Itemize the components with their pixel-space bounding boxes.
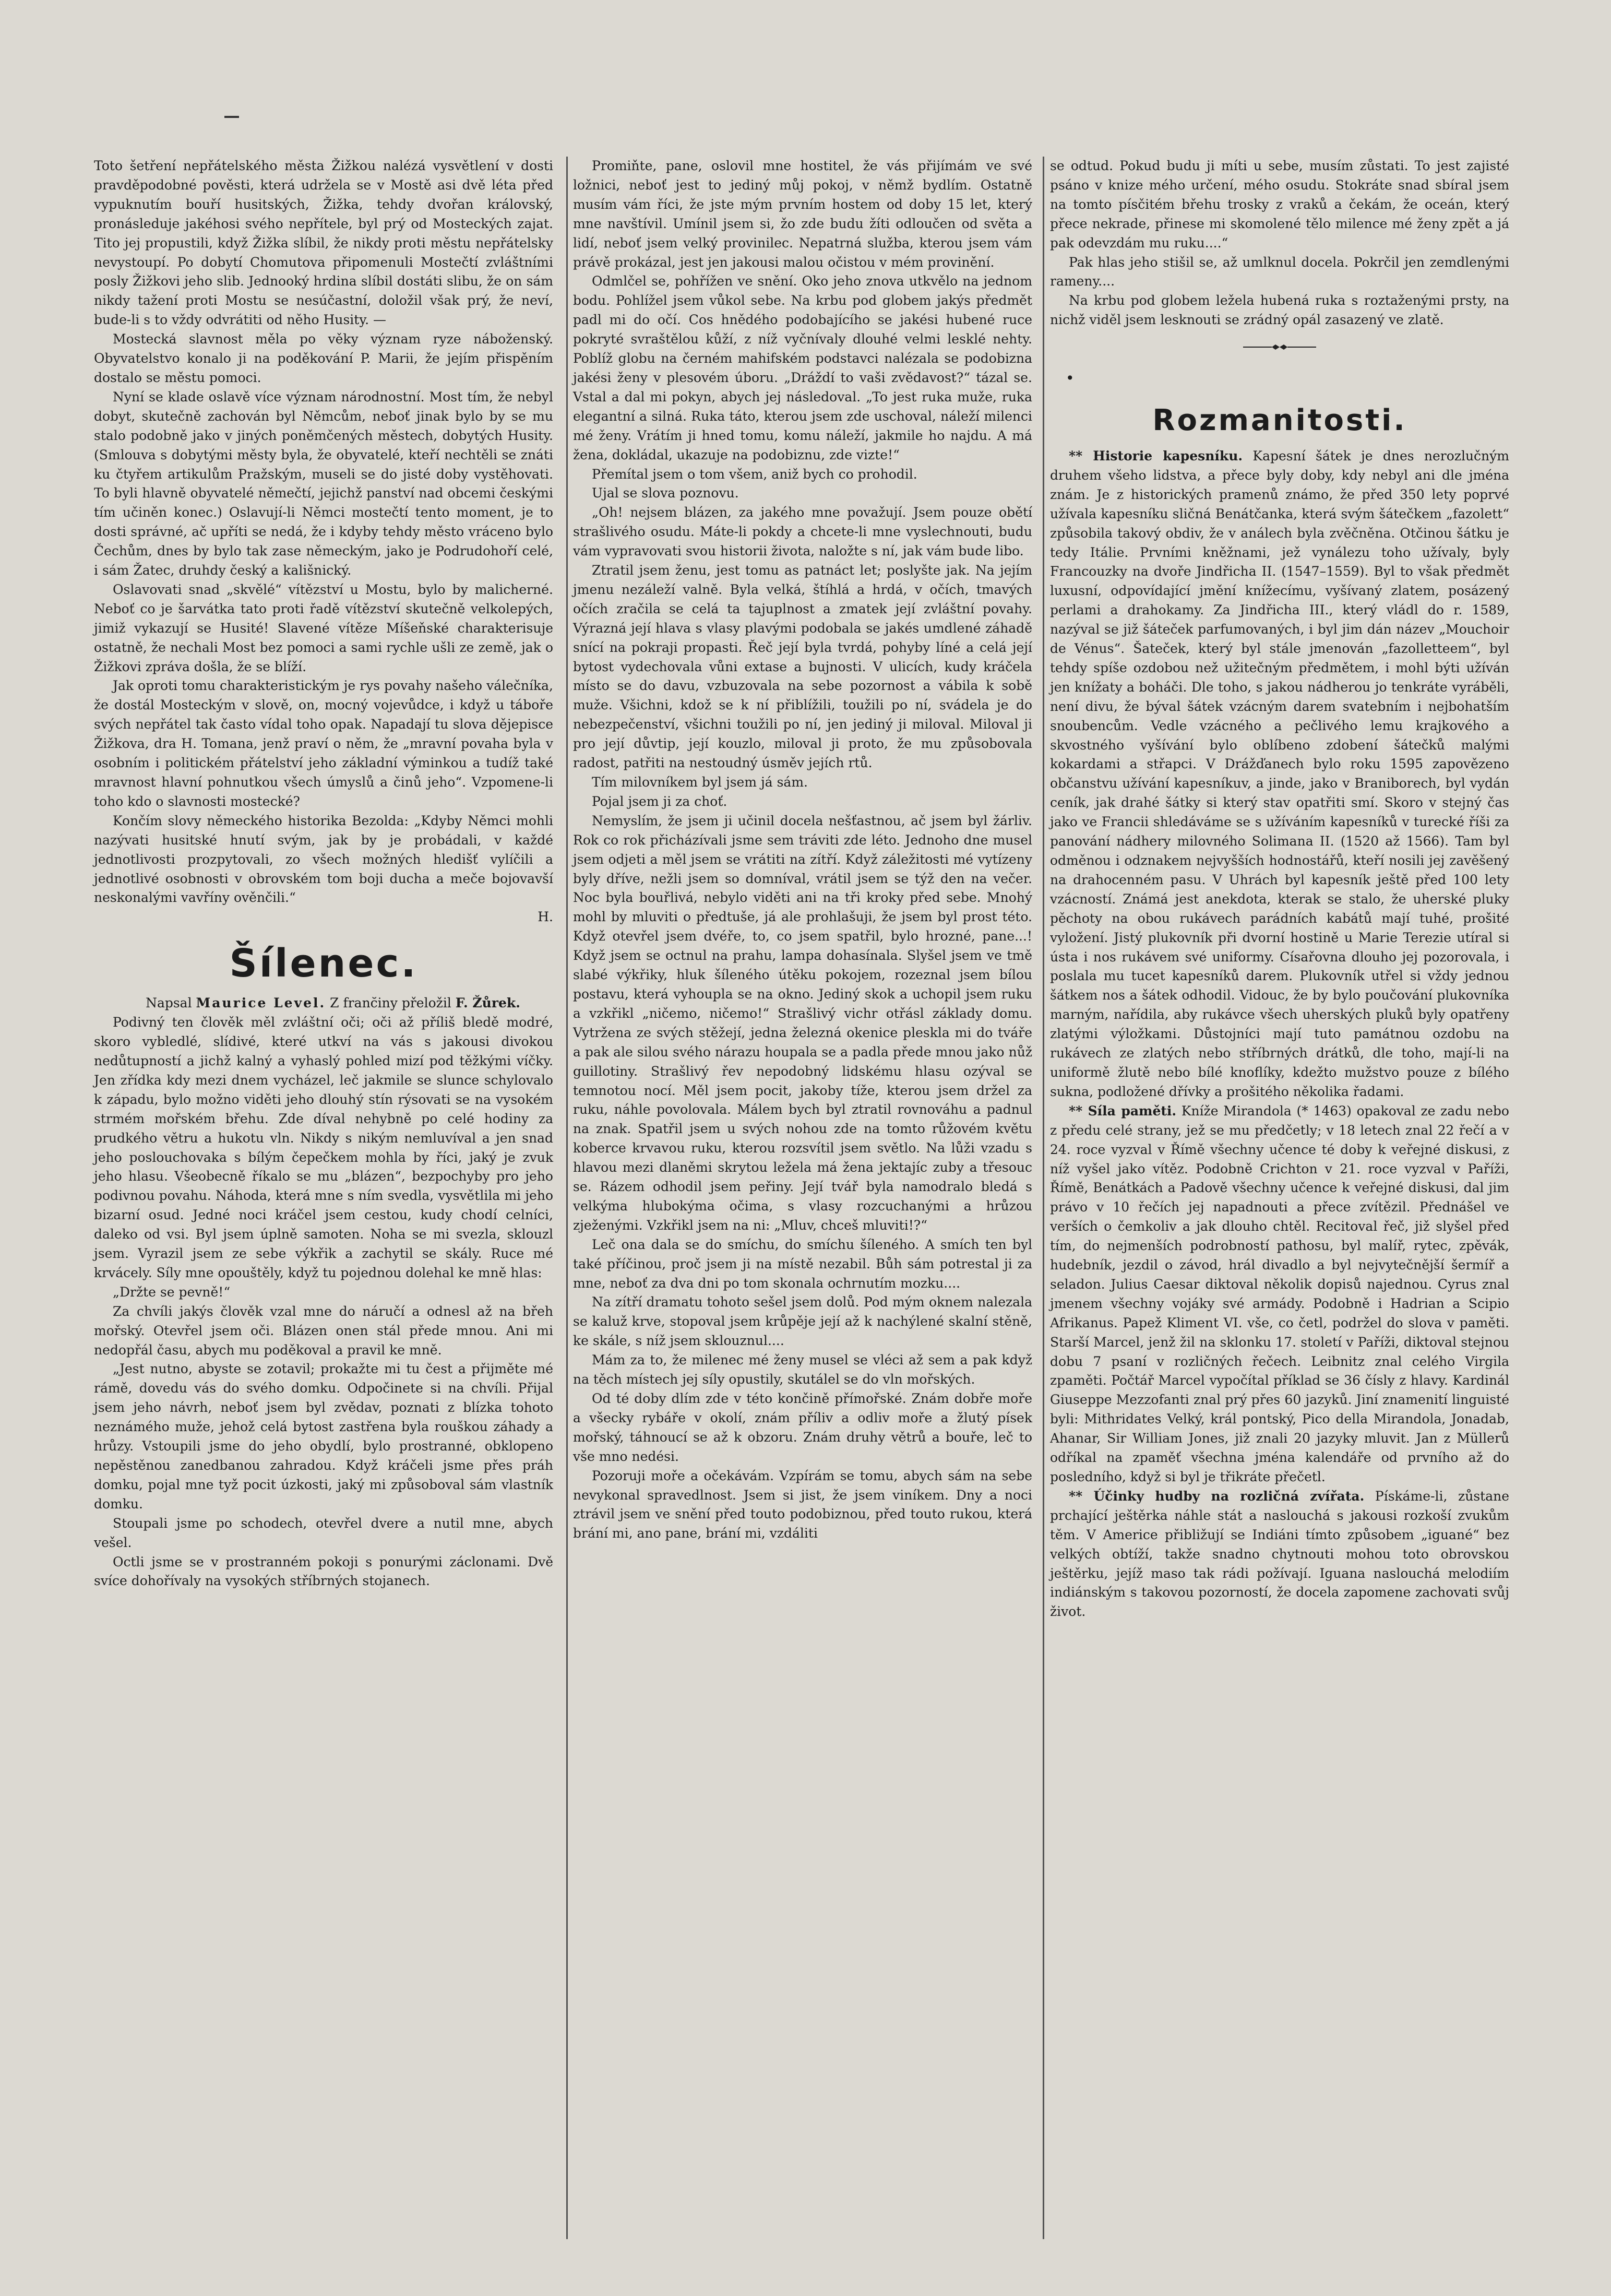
item-text: Kapesní šátek je dnes nerozlučným druhem všeho lidstva, a přece byly doby, kdy nebyl ani dle jména znám. Je z historických pramenů známo, že před 350 lety poprvé užívala kapesníku sličná Benátčanka, která svým šátečkem „fazolett“ způsobila takový obdiv, že v análech byla zvěčněna. Otčinou šátku je tedy Itálie. Prvními kněžnami, jež vynálezu toho užívaly, byly Francouzky na dvoře Jindřicha II. (1547–1559). Byl to však předmět luxusní, odpovídající jmění knížecímu, vyšívaný zlatem, posázený perlami a drahokamy. Za Jindřicha III., který vládl do r. 1589, nazýval se již šáteček parfumovaných, i byl jim dán název „Mouchoir de Vénus“. Šateček, který byl stále jmenován „fazolletteem“, byl tehdy spíše ozdobou než užitečným předmětem, i mohl býti užíván jen knížaty a boháči. Dle toho, s jakou nádherou jo tenkráte vyráběli, není divu, že býval šátek vzácným darem svatebním i nejbohatším snoubencům. Vedle vzácného a pečlivého lemu krajkového a skvostného vyšívání bylo oblíbeno zdobení šátečků malými kokardami a střapci. V Drážďanech bylo roku 1595 zapovězeno občanstvu užívání kapesníkuv, a jinde, jako v Braniborech, byl vydán ceník, jak drahé šátky si který stav opatřiti smí. Skoro v stejný čas jako ve Francii shledáváme se s užíváním kapesníků v turecké říši za panování nádhery milovného Solimana II. (1520 až 1566). Tam byl odměnou i odznakem nejvyšších hodnostářů, kteří nosili jej zavěšený na drahocenném pasu. V Uhrách byl kapesník ještě před 100 lety vzácností. Známá jest anekdota, kterak se stalo, že uherské pluky pěchoty na obou rukávech parádních kabátů mají tuhé, prošité vyložení. Jistý plukovník při dvorní hostině u Marie Terezie utíral si ústa i nos rukávem své uniformy. Císařovna dlouho jej pozorovala, i poslala mu tucet kapesníků darem. Plukovník utřel si vždy jednou šátkem nos a šátek odhodil. Vidouc, že by bylo poučování plukovníka marným, nařídila, aby rukávce všech uherských pluků byly opatřeny zlatými výložkami. Důstojníci mají tuto památnou ozdobu na rukávech ze zlatých nebo stříbrných drátků, dle toho, mají-li na uniformě žlutě nebo bílé knoflíky, kdežto mužstvo pouze z bílého sukna, podložené dřívky a prošitého několika řadami. [1050, 448, 1509, 1099]
paragraph: Mostecká slavnost měla po věky význam ryze náboženský. Obyvatelstvo konalo ji na poděkování P. Marii, že jejím přispěním dostalo se městu pomoci. [94, 331, 553, 385]
paragraph: Pojal jsem ji za choť. [592, 793, 727, 809]
paragraph: Pak hlas jeho stišil se, až umlknul docela. Pokrčil jen zemdlenými rameny.... [1050, 254, 1509, 289]
paragraph: Nyní se klade oslavě více význam národnostní. Most tím, že nebyl dobyt, skutečně zachován byl Němcům, neboť jinak bylo by se mu stalo podobně jako v jiných poněmčených městech, dobytých Husity. (Smlouva s dobytými městy byla, že obyvatelé, kteří nechtěli se znáti ku čtyřem artikulům Pražským, museli se do jisté doby vystěhovati. To byli hlavně obyvatelé němečtí, jejichž panství nad obcemi českými tím učiněn konec.) Oslavují-li Němci mostečtí tento moment, je to dosti správné, ač upříti se nedá, že i kdyby tehdy město vráceno bylo Čechům, dnes by bylo tak zase německým, jako je Podrudohoří celé, i sám Žatec, druhdy český a kališnický. [94, 389, 553, 578]
column-right [1050, 157, 1509, 1622]
ornament-icon [1243, 343, 1316, 351]
story-title: Šílenec. [229, 941, 418, 986]
paragraph: „Jest nutno, abyste se zotavil; prokažte mi tu čest a přijměte mé rámě, dovedu vás do svého domku. Odpočinete si na chvíli. Přijal jsem jeho návrh, neboť jsem byl zvědav, poznati z blízka tohoto neznámého muže, jehož celá bytost zastřena byla rouškou záhady a hrůzy. Vstoupili jsme do jeho obydlí, bylo prostranné, obklopeno nepěstěnou zanedbanou zahradou. Když kráčeli jsme přes práh domku, pojal mne tyž pocit úzkosti, jaký mi způsoboval sám vlastník domku. [94, 1361, 553, 1512]
paragraph: Od té doby dlím zde v této končině přímořské. Znám dobře moře a všecky rybáře v okolí, znám příliv a odliv moře a žlutý písek mořský, táhnoucí se až k obzoru. Znám druhy větrů a bouře, leč to vše mno nedési. [573, 1391, 1032, 1464]
paragraph: Ztratil jsem ženu, jest tomu as patnáct let; poslyšte jak. Na jejím jmenu nezáleží valně. Byla velká, štíhlá a hrdá, v očích, tmavých očích zračila se celá ta tajuplnost a zmatek její zvláštní povahy. Výrazná její hlava s vlasy plavými podobala se jakés umdlené záhadě snící na pokraji propasti. Řeč její byla tvrdá, pohyby líné a celá její bytost vydechovala vůni extase a bujnosti. V ulicích, kudy kráčela místo se do davu, vzbuzovala na sebe pozornost a vábila k sobě muže. Všichni, kdož se k ní přiblížili, toužili po ní, svádela je do nebezpečenství, všichni toužili po ní, jen jediný ji miloval. Miloval ji pro její důvtip, její kouzlo, miloval ji proto, že mu způsobovala radost, patřiti na nestoudný úsměv jejích rtů. [573, 563, 1032, 771]
paragraph: Promiňte, pane, oslovil mne hostitel, že vás přijímám ve své ložnici, neboť jest to jediný můj pokoj, v němž bydlím. Ostatně musím vám říci, že jste mým prvním hostem od doby 15 let, který mne navštívil. Umínil jsem si, žo zde budu žíti odloučen od světa a lidí, neboť jsem velký provinilec. Nepatrná služba, kterou jsem vám právě prokázal, jest jen jakousi malou očistou v mém provinění. [573, 158, 1032, 270]
bullet-dot: • [1066, 370, 1075, 387]
paragraph: Stoupali jsme po schodech, otevřel dvere a nutil mne, abych vešel. [94, 1515, 553, 1550]
paragraph: Na zítří dramatu tohoto sešel jsem dolů. Pod mým oknem nalezala se kaluž krve, stopoval jsem krůpěje její až k nachýlené skalní stěně, ke skále, s níž jsem sklouznul.... [573, 1294, 1032, 1349]
item-heading: ** Síla paměti. [1069, 1103, 1177, 1119]
item-text: Pískáme-li, zůstane prchající ještěrka náhle stát a naslouchá s jakousi rozkoší zvukům těm. V Americe přibližují se Indiáni tímto způsobem „iguané“ bez velkých obtíží, takže snadno chytnouti mohou toto obrovskou ještěrku, jejíž maso tak rádi požívají. Iguana naslouchá melodiím indiánským s takovou pozorností, že docela zapomene zachovati svůj život. [1050, 1488, 1510, 1620]
paragraph: Za chvíli jakýs člověk vzal mne do náručí a odnesl až na břeh mořský. Otevřel jsem oči. Blázen onen stál přede mnou. Ani mi nedopřál času, abych mu poděkoval a pravil ke mně. [94, 1303, 553, 1358]
paragraph [1050, 1487, 1509, 1622]
paragraph: se odtud. Pokud budu ji míti u sebe, musím zůstati. To jest zajisté psáno v knize mého určení, mého osudu. Stokráte snad sbíral jsem na tomto písčitém břehu trosky z vraků a čekám, že oceán, který přece nekrade, přinese mi skomolené tělo milence mé ženy zpět a já pak odevzdám mu ruku....“ [1050, 158, 1509, 251]
byline-prefix: Napsal [146, 995, 192, 1011]
ornament-divider [1050, 337, 1509, 356]
paragraph: Na krbu pod globem ležela hubená ruka s roztaženými prsty, na nichž viděl jsem lesknouti se zrádný opál zasazený ve zlatě. [1050, 293, 1509, 328]
paragraph: „Držte se pevně!“ [113, 1284, 231, 1300]
paragraph: Toto šetření nepřátelského města Žižkou nalézá vysvětlení v dosti pravděpodobné pověsti, která udržela se v Mostě asi dvě léta před vypuknutím bouří husitských, Žižka, tehdy dvořan královský, pronásleduje jakéhosi svého nepřítele, byl prý od Mosteckých zajat. Tito jej propustili, když Žižka slíbil, že nikdy proti městu nepřátelsky nevystoupí. Po dobytí Chomutova připomenuli Mostečtí zvláštními posly Žižkovi jeho slib. Jednooký hrdina slíbil dostáti slibu, že on sám nikdy tažení proti Mostu se nesúčastní, doložil však prý, že neví, bude-li s to vždy odvrátiti od něho Husity. — [94, 158, 553, 328]
paragraph: Oslavovati snad „skvělé“ vítězství u Mostu, bylo by malicherné. Neboť co je šarvátka tato proti řadě vítězství skutečně velkolepých, jimiž vykazují se Husité! Slavené vítěze Míšeňské charakterisuje ostatně, že nechali Most bez pomoci a sami rychle ušli ze země, jak o Žižkovi zpráva došla, že se blíží. [94, 581, 553, 674]
paragraph [1050, 447, 1509, 1102]
signature: H. [538, 909, 553, 925]
byline-translator: F. Žůrek. [455, 995, 520, 1011]
paragraph: Pozoruji moře a očekávám. Vzpírám se tomu, abych sám na sebe nevykonal spravedlnost. Jsem si jist, že jsem viníkem. Dny a noci ztrávil jsem ve snění před touto podobiznou, před touto rukou, která brání mi, ano pane, brání mi, vzdáliti [573, 1468, 1032, 1541]
column-middle [573, 157, 1032, 1543]
paragraph: Odmlčel se, pohřížen ve snění. Oko jeho znova utkvělo na jednom bodu. Pohlížel jsem vůkol sebe. Na krbu pod globem jakýs předmět padl mi do očí. Cos hnědého podobajícího se jakési hubené ruce pokryté svraštělou kůží, z níž vyčnívaly dlouhé velmi lesklé nehty. Poblíž globu na černém mahifském podstavci nalézala se podobizna jakési ženy v plesovém úboru. „Dráždí to vaši zvědavost?“ tázal se. Vstal a dal mi pokyn, abych jej následoval. „To jest ruka muže, ruka elegantní a silná. Ruka táto, kterou jsem zde uschoval, náleží milenci mé ženy. Vrátím ji hned tomu, komu náleží, jakmile ho najdu. A má žena, dokládal, ukazuje na podobiznu, zde vizte!“ [573, 273, 1032, 462]
item-text: Kníže Mirandola (* 1463) opakoval ze zadu nebo z předu celé strany, jež se mu předčetly; v 18 letech znal 22 řečí a v 24. roce vyzval v Římě všechny učence té doby k veřejné diskusi, z níž vyšel jako vítěz. Podobně Crichton v 21. roce vyzval v Paříži, Římě, Benátkách a Padově všechny učence k veřejné diskusi, dal jim právo v 10 řečích jej napadnouti a přece zvítězil. Přednášel ve verších o čemkoliv a jak dlouho chtěl. Recitoval řeč, již slyšel před tím, do nejmenších podrobností pathosu, byl malíř, rytec, zpěvák, hudebník, jezdil o závod, hrál divadlo a byl nejvytečnější šermíř a seladon. Julius Caesar diktoval několik dopisů najednou. Cyrus znal jmenem všechny vojáky své armády. Podobně i Hadrian a Scipio Afrikanus. Papež Kliment VI. vše, co četl, podržel do slova v paměti. Starší Marcel, jenž žil na sklonku 17. století v Paříži, diktoval stejnou dobu 7 psaní v rozličných řečech. Leibnitz znal celého Virgila zpaměti. Počtář Marcel vypočítal příklad se 36 čísly z hlavy. Kardinál Giuseppe Mezzofanti znal prý přes 60 jazyků. Jiní znamenití linguisté byli: Mithridates Velký, král pontský, Pico della Mirandola, Jonadab, Ahanar, Sir William Jones, již znali 20 jazyky mluvit. Jan z Müllerů odříkal na zpaměť všechna jména kalendáře od prvního až do posledního, když si byl je třikráte přečetl. [1050, 1103, 1509, 1484]
paragraph: Leč ona dala se do smíchu, do smíchu šíleného. A smích ten byl také příčinou, proč jsem ji na místě nezabil. Bůh sám potrestal ji za mne, neboť za dva dni po tom skonala ochrnutím mozku.... [573, 1236, 1032, 1291]
paragraph: „Oh! nejsem blázen, za jakého mne považují. Jsem pouze obětí strašlivého osudu. Máte-li pokdy a chcete-li mne vyslechnouti, budu vám vypravovati svou historii života, naložte s ní, jak vám bude libo. [573, 505, 1032, 559]
byline-middle: Z franc̆iny přeložil [330, 995, 451, 1011]
column-rule-2 [1043, 157, 1044, 2239]
byline [94, 994, 553, 1013]
paragraph: Octli jsme se v prostranném pokoji s ponurými záclonami. Dvě svíce dohořívaly na vysokých stříbrných stojanech. [94, 1554, 553, 1589]
column-rule-1 [566, 157, 568, 2239]
paragraph: Nemyslím, že jsem ji učinil docela nešťastnou, ač jsem byl žárliv. Rok co rok přicházívali jsme sem tráviti zde léto. Jednoho dne musel jsem odjeti a měl jsem se vrátiti na zítří. Když záležitosti mé vytízeny byly dříve, nežli jsem so domníval, vrátil jsem se týž den na večer. Noc byla bouřlivá, nebylo viděti ani na tři kroky před sebe. Mnohý mohl by mluviti o předtuše, já ale prohlašuji, že jsem byl prost této. Když otevřel jsem dvéře, to, co jsem spatřil, bylo hrozné, pane...! Když jsem se octnul na prahu, lampa dohasínala. Slyšel jsem ve tmě slabé výkřiky, hluk šíleného útěku pokojem, rozeznal jsem bílou postavu, která vyhoupla se na okno. Jediný skok a uchopil jsem ruku a vzkřikl „ničemo, ničemo!“ Strašlivý vichr otřásl základy domu. Vytržena ze svých stěžejí, jedna železná okenice pleskla mi do tváře a pak ale silou svého nárazu houpala se a padla přede mnou jako nůž guillotiny. Strašlivý řev nepodobný lidskému hlasu ozýval se temnotou nocí. Měl jsem pocit, jakoby tíže, kterou jsem držel za ruku, náhle povolovala. Málem bych byl ztratil rovnováhu a padnul na znak. Spatřil jsem u svých nohou zde na tomto růžovém květu koberce krvavou ruku, kterou rozsvítil jsem světlo. Na lůži vzadu s hlavou mezi dlaněmi skrytou ležela má žena jektajíc zuby a třesouc se. Rázem odhodil jsem peřiny. Její tvář byla namodralo bledá s velkýma hlubokýma očima, s vlasy rozcuchanými a hrůzou zježenými. Vzkřikl jsem na ni: „Mluv, chceš mluviti!?“ [573, 813, 1032, 1233]
paragraph: Přemítal jsem o tom všem, aniž bych co prohodil. [592, 466, 917, 482]
paragraph [1050, 1102, 1509, 1487]
paragraph: Končím slovy německého historika Bezolda: „Kdyby Němci mohli nazývati husitské hnutí svým, jak by je probádali, v každé jednotlivosti prozpytovali, zo všech možných hledišť vylíčili a jednotlivé osobnosti v obrovském tom boji ducha a meče bojovavší neskonalými vavříny ověnčili.“ [94, 813, 553, 906]
section-title: Rozmanitosti. [1152, 403, 1407, 437]
paragraph: Podivný ten člověk měl zvláštní oči; oči až příliš bledě modré, skoro vybledlé, slídivé, které utkví na vás s jakousi divokou nedůtupností a jichž kalný a vyhaslý pohled mizí pod těžkými víčky. Jen zřídka kdy mezi dnem vycházel, leč jakmile se slunce schylovalo k západu, bylo možno viděti jeho dlouhý stín rýsovati se na vysokém strmém mořském břehu. Zde díval nehybně po celé hodiny za prudkého větru a hukotu vln. Nikdy s nikým nemluvíval a jen snad jeho poslouchovaka s bílým čepečkem mohla by říci, jaký je zvuk jeho hlasu. Všeobecně říkalo se mu „blázen“, bezpochyby pro jeho podivnou povahu. Náhoda, která mne s ním svedla, vysvětlila mi jeho bizarní osud. Jedné noci kráčel jsem cestou, kudy chodí celníci, daleko od vsi. Byl jsem úplně samoten. Noha se mi svezla, sklouzl jsem. Vyrazil jsem ze sebe výkřik a zachytil se skály. Ruce mé krvácely. Síly mne opouštěly, když tu pojednou dolehal ke mně hlas: [94, 1015, 553, 1280]
item-heading: ** Historie kapesníku. [1069, 448, 1243, 463]
column-left [94, 157, 553, 1591]
paragraph: Ujal se slova poznovu. [592, 485, 739, 501]
item-heading: ** Účinky hudby na rozličná zvířata. [1069, 1488, 1365, 1504]
paragraph: Mám za to, že milenec mé ženy musel se vléci až sem a pak když na těch místech jej síly opustily, skutálel se do vln mořských. [573, 1352, 1032, 1387]
paragraph: Tím milovníkem byl jsem já sám. [592, 775, 808, 790]
paragraph: Jak oproti tomu charakteristickým je rys povahy našeho válečníka, že dostál Mosteckým v slově, on, mocný vojevůdce, i když u táboře svých nepřátel tak často vídal toho opak. Napadají tu slova dějepisce Žižkova, dra H. Tomana, jenž praví o něm, že „mravní povaha byla v osobním i politickém přátelství jeho základní výminkou a tudíž také mravnost hlavní pohnutkou všech úmyslů a činů jeho“. Vzpomene-li toho kdo o slavnosti mostecké? [94, 678, 553, 809]
byline-author: Maurice Level. [196, 995, 326, 1011]
top-dash [224, 116, 239, 118]
